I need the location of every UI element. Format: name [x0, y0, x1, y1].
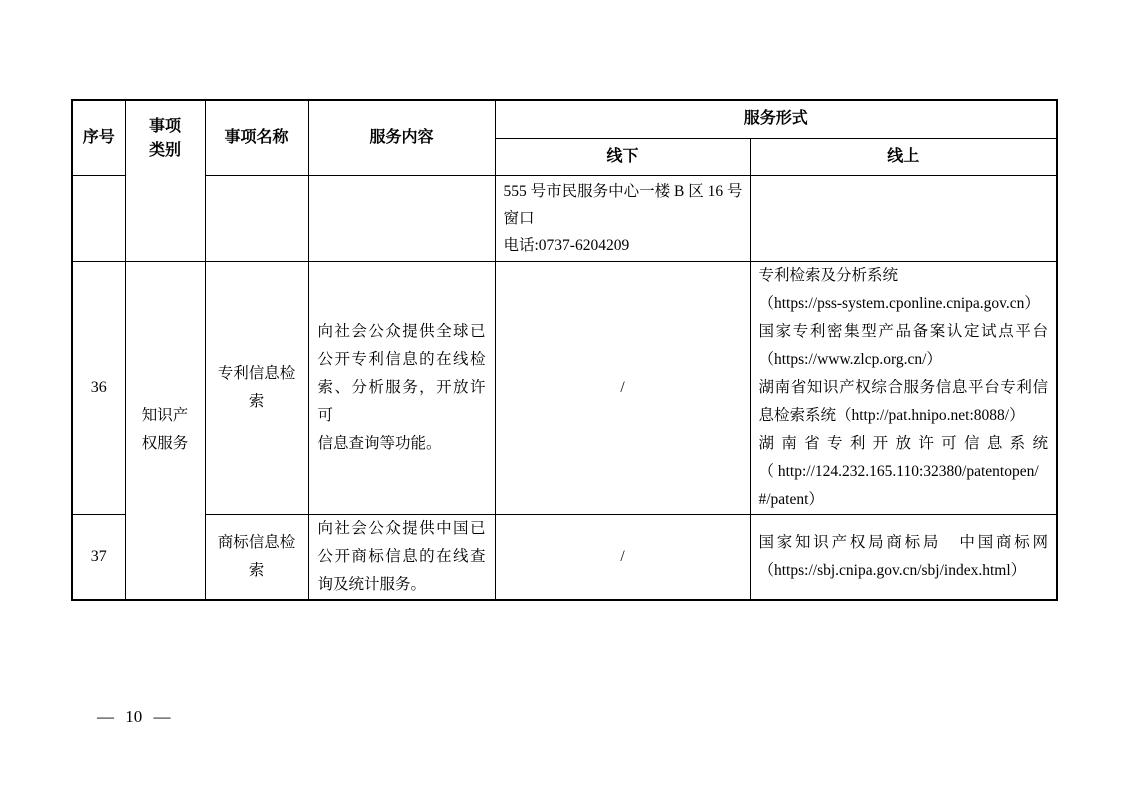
text-line: 知识产 — [141, 407, 189, 424]
text-line: 权服务 — [141, 435, 189, 452]
text-line: 索、分析服务，开放许可 — [317, 378, 486, 424]
header-index: 序号 — [72, 100, 125, 175]
text-line: #/patent） — [758, 490, 824, 508]
text-line: 向社会公众提供中国已 — [317, 519, 486, 537]
header-row-top — [72, 100, 1057, 138]
category-cell-ip-services — [125, 261, 205, 600]
row36-offline-cell: / — [495, 261, 750, 514]
page-number: — 10 — — [97, 707, 171, 726]
text-line: 询及统计服务。 — [317, 575, 427, 593]
header-online: 线上 — [750, 138, 1057, 175]
carryover-index-cell — [72, 175, 125, 261]
text-line: 索 — [248, 392, 265, 410]
header-name: 事项名称 — [205, 100, 308, 175]
text-line: 商标信息检 — [217, 533, 296, 551]
text-line: 555 号市民服务中心一楼 B 区 16 号 — [503, 182, 743, 200]
header-category — [125, 100, 205, 261]
row37-content-cell — [308, 514, 495, 600]
text-line: （https://sbj.cnipa.gov.cn/sbj/index.html） — [758, 561, 1027, 579]
text-line: 湖南省专利开放许可信息系统 — [758, 434, 1049, 452]
table-row-36 — [72, 261, 1057, 514]
text-line: 国家知识产权局商标局 中国商标网 — [758, 533, 1049, 551]
header-service-form: 服务形式 — [495, 100, 1057, 138]
header-category-line2: 类别 — [148, 142, 181, 159]
text-line: 公开商标信息的在线查 — [317, 547, 486, 565]
row37-name-cell — [205, 514, 308, 600]
row37-online-cell — [750, 514, 1057, 600]
text-line: 向社会公众提供全球已 — [317, 322, 486, 340]
carryover-name-cell — [205, 175, 308, 261]
text-line: 国家专利密集型产品备案认定试点平台 — [758, 322, 1049, 340]
row36-online-cell — [750, 261, 1057, 514]
text-line: 专利检索及分析系统 — [758, 266, 899, 284]
service-items-table — [71, 99, 1058, 601]
carryover-content-cell — [308, 175, 495, 261]
text-line: （ http://124.232.165.110:32380/patentopen/ — [758, 462, 1039, 480]
table-row-37 — [72, 514, 1057, 600]
header-offline: 线下 — [495, 138, 750, 175]
text-line: （https://pss-system.cponline.cnipa.gov.cn） — [758, 294, 1040, 312]
text-line: 索 — [248, 561, 265, 579]
row37-index-cell: 37 — [72, 514, 125, 600]
carryover-online-cell — [750, 175, 1057, 261]
text-line: 电话:0737-6204209 — [503, 236, 630, 254]
text-line: 窗口 — [503, 209, 535, 227]
carryover-row — [72, 175, 1057, 261]
text-line: 湖南省知识产权综合服务信息平台专利信 — [758, 378, 1049, 396]
text-line: 专利信息检 — [217, 364, 296, 382]
row36-content-cell — [308, 261, 495, 514]
header-category-line1: 事项 — [148, 118, 181, 135]
carryover-offline-cell — [495, 175, 750, 261]
row36-name-cell — [205, 261, 308, 514]
text-line: 信息查询等功能。 — [317, 434, 442, 452]
text-line: （https://www.zlcp.org.cn/） — [758, 350, 942, 368]
row37-offline-cell: / — [495, 514, 750, 600]
text-line: 公开专利信息的在线检 — [317, 350, 486, 368]
text-line: 息检索系统（http://pat.hnipo.net:8088/） — [758, 406, 1025, 424]
header-content: 服务内容 — [308, 100, 495, 175]
row36-index-cell: 36 — [72, 261, 125, 514]
